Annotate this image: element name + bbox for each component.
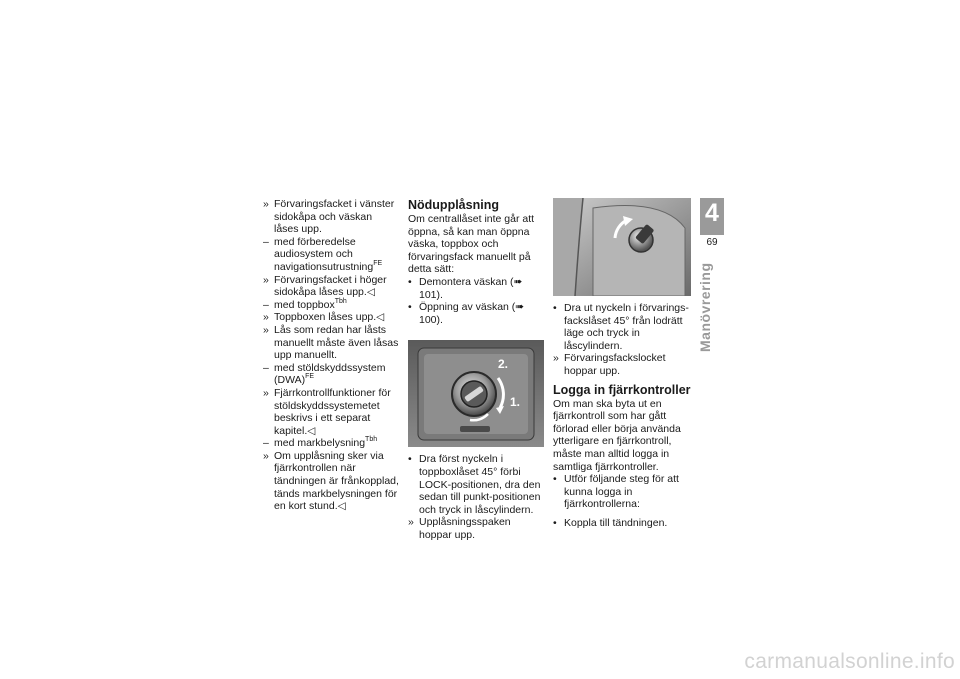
list-item [263, 299, 399, 312]
column-left [263, 198, 399, 513]
item-text: med toppbox [274, 298, 335, 311]
item-marker: • [553, 473, 557, 486]
list-item [263, 236, 399, 274]
list-item [553, 302, 691, 352]
item-sup: FE [305, 373, 315, 381]
item-marker: • [408, 453, 412, 466]
step-label-2: 2. [498, 357, 509, 372]
item-marker: – [263, 437, 269, 450]
item-sup: Tbh [334, 297, 347, 305]
item-marker: • [408, 301, 412, 314]
item-text: Förvaringsfacket i höger sidokåpa låses upp.◁ [274, 273, 387, 299]
list-item [408, 453, 544, 516]
step-label-1: 1. [510, 395, 521, 410]
item-text: Upplåsningsspaken hoppar upp. [419, 516, 511, 541]
list-item [263, 274, 399, 299]
item-marker: – [263, 235, 269, 248]
item-text: Toppboxen låses upp.◁ [274, 311, 385, 324]
item-marker: • [553, 302, 557, 314]
item-text: med markbelysning [274, 437, 366, 450]
storage-lock-illustration [553, 198, 691, 296]
storage-compartment-lock-photo [553, 198, 691, 296]
item-text: med förberedelse audiosystem och navigationsutrustning [274, 235, 374, 273]
item-marker: » [263, 311, 269, 324]
item-marker: • [553, 516, 557, 529]
item-marker: » [553, 352, 559, 365]
list-item [408, 301, 544, 326]
list-item [553, 517, 691, 530]
item-sup: Tbh [365, 436, 378, 444]
page-number: 69 [706, 237, 718, 248]
list-item [553, 352, 691, 377]
chapter-tab [700, 198, 724, 248]
item-text: Utför följande steg för att kunna logga in fjärrkontrollerna: [564, 473, 679, 511]
item-marker: » [408, 516, 414, 529]
item-marker: – [263, 298, 269, 311]
section-heading: Logga in fjärrkontroller [553, 382, 691, 397]
list-item [408, 516, 544, 541]
item-text: Demontera väskan (➠ 101). [419, 275, 523, 301]
item-text: Fjärrkontrollfunktioner för stöldskyddssystemetet beskrivs i ett separat kapitel.◁ [274, 386, 391, 437]
item-text: Förvaringsfacket i vänster sidokåpa och väskan låses upp. [274, 198, 395, 236]
topbox-lock-photo [408, 340, 544, 447]
list-item [263, 324, 399, 362]
section-intro: Om centrallåset inte går att öppna, så kan man öppna väska, toppbox och förvaringsfack manuellt på detta sätt: [408, 213, 535, 276]
column-right [553, 198, 691, 530]
item-marker: » [263, 449, 269, 462]
section-intro: Om man ska byta ut en fjärrkontroll som har gått förlorad eller börja använda ytterligare en fjärrkontroll, måste man alltid logga in samtliga fjärrkontroller. [553, 397, 681, 473]
item-text: Dra först nyckeln i toppboxlåset 45° förbi LOCK-positionen, dra den sedan till punkt-positionen och tryck in låscylindern. [419, 453, 541, 516]
list-item [263, 198, 399, 236]
item-marker: » [263, 386, 269, 399]
item-marker: » [263, 323, 269, 336]
list-item [263, 311, 399, 324]
item-text: Dra ut nyckeln i förvaringsfackslåset 45° från lodrätt läge och tryck in låscylindern. [564, 302, 689, 352]
item-text: Förvaringsfackslocket hoppar upp. [564, 352, 666, 377]
item-sup: FE [373, 259, 383, 267]
list-item [263, 362, 399, 387]
item-text: Om upplåsning sker via fjärrkontrollen när tändningen är frånkopplad, tänds markbelysningen för en kort stund.◁ [274, 449, 399, 513]
item-text: Öppning av väskan (➠ 100). [419, 301, 525, 326]
watermark: carmanualsonline.info [744, 650, 955, 673]
list-item [408, 276, 544, 301]
item-marker: » [263, 273, 269, 286]
chapter-title: Manövrering [697, 262, 713, 352]
item-text: med stöldskyddssystem (DWA) [274, 361, 386, 387]
section-heading: Nödupplåsning [408, 198, 499, 212]
column-middle [408, 198, 544, 542]
item-marker: » [263, 198, 269, 210]
item-text: Koppla till tändningen. [564, 516, 668, 529]
item-text: Lås som redan har låsts manuellt måste även låsas upp manuellt. [274, 323, 399, 362]
list-item [263, 450, 399, 513]
chapter-number: 4 [700, 198, 724, 235]
list-item [263, 437, 399, 450]
topbox-lock-illustration [408, 340, 544, 447]
list-item [263, 387, 399, 437]
item-marker: • [408, 275, 412, 288]
item-marker: – [263, 361, 269, 374]
list-item [553, 473, 691, 511]
